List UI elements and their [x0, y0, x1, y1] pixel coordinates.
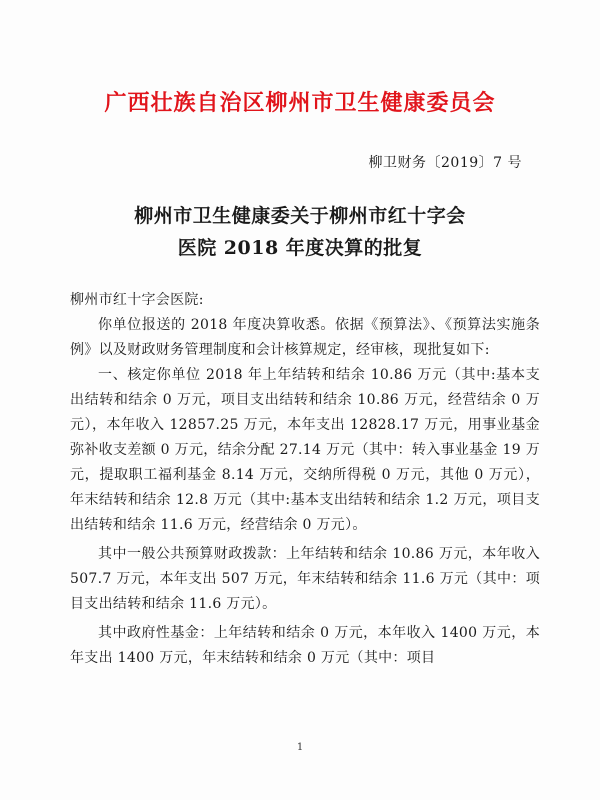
document-body: [70, 288, 540, 671]
organization-header: 广西壮族自治区柳州市卫生健康委员会: [104, 91, 496, 116]
document-title: [0, 200, 600, 264]
document-title-line-1: 柳州市卫生健康委关于柳州市红十字会: [134, 205, 466, 227]
document-title-line-2: 医院 2018 年度决算的批复: [177, 237, 423, 259]
document-number: 柳卫财务〔2019〕7 号: [368, 155, 522, 171]
paragraph-item-one: 一、核定你单位 2018 年上年结转和结余 10.86 万元（其中:基本支出结转和结余 0 万元，项目支出结转和结余 10.86 万元，经营结余 0 万元），本年收入 12857.25 万元，本年支出 12828.17 万元，用事业基金弥补收支差额 0 万元，结余分配 27.14 万元（其中：转入事业基金 19 万元，提取职工福利基金 8.14 万元，交纳所得税 0 万元，其他 0 万元），年末结转和结余 12.8 万元（其中:基本支出结转和结余 1.2 万元，项目支出结转和结余 11.6 万元，经营结余 0 万元）。: [70, 367, 540, 533]
paragraph-general-budget: 其中一般公共预算财政拨款：上年结转和结余 10.86 万元，本年收入 507.7 万元，本年支出 507 万元，年末结转和结余 11.6 万元（其中：项目支出结转和结余 11.6 万元）。: [70, 546, 540, 612]
salutation: 柳州市红十字会医院:: [70, 292, 204, 308]
paragraph-government-fund: 其中政府性基金：上年结转和结余 0 万元，本年收入 1400 万元，本年支出 1400 万元，年末结转和结余 0 万元（其中：项目: [70, 625, 540, 666]
paragraph-intro: 你单位报送的 2018 年度决算收悉。依据《预算法》、《预算法实施条例》以及财政财务管理制度和会计核算规定，经审核，现批复如下:: [70, 317, 540, 358]
page-number: 1: [296, 742, 304, 753]
